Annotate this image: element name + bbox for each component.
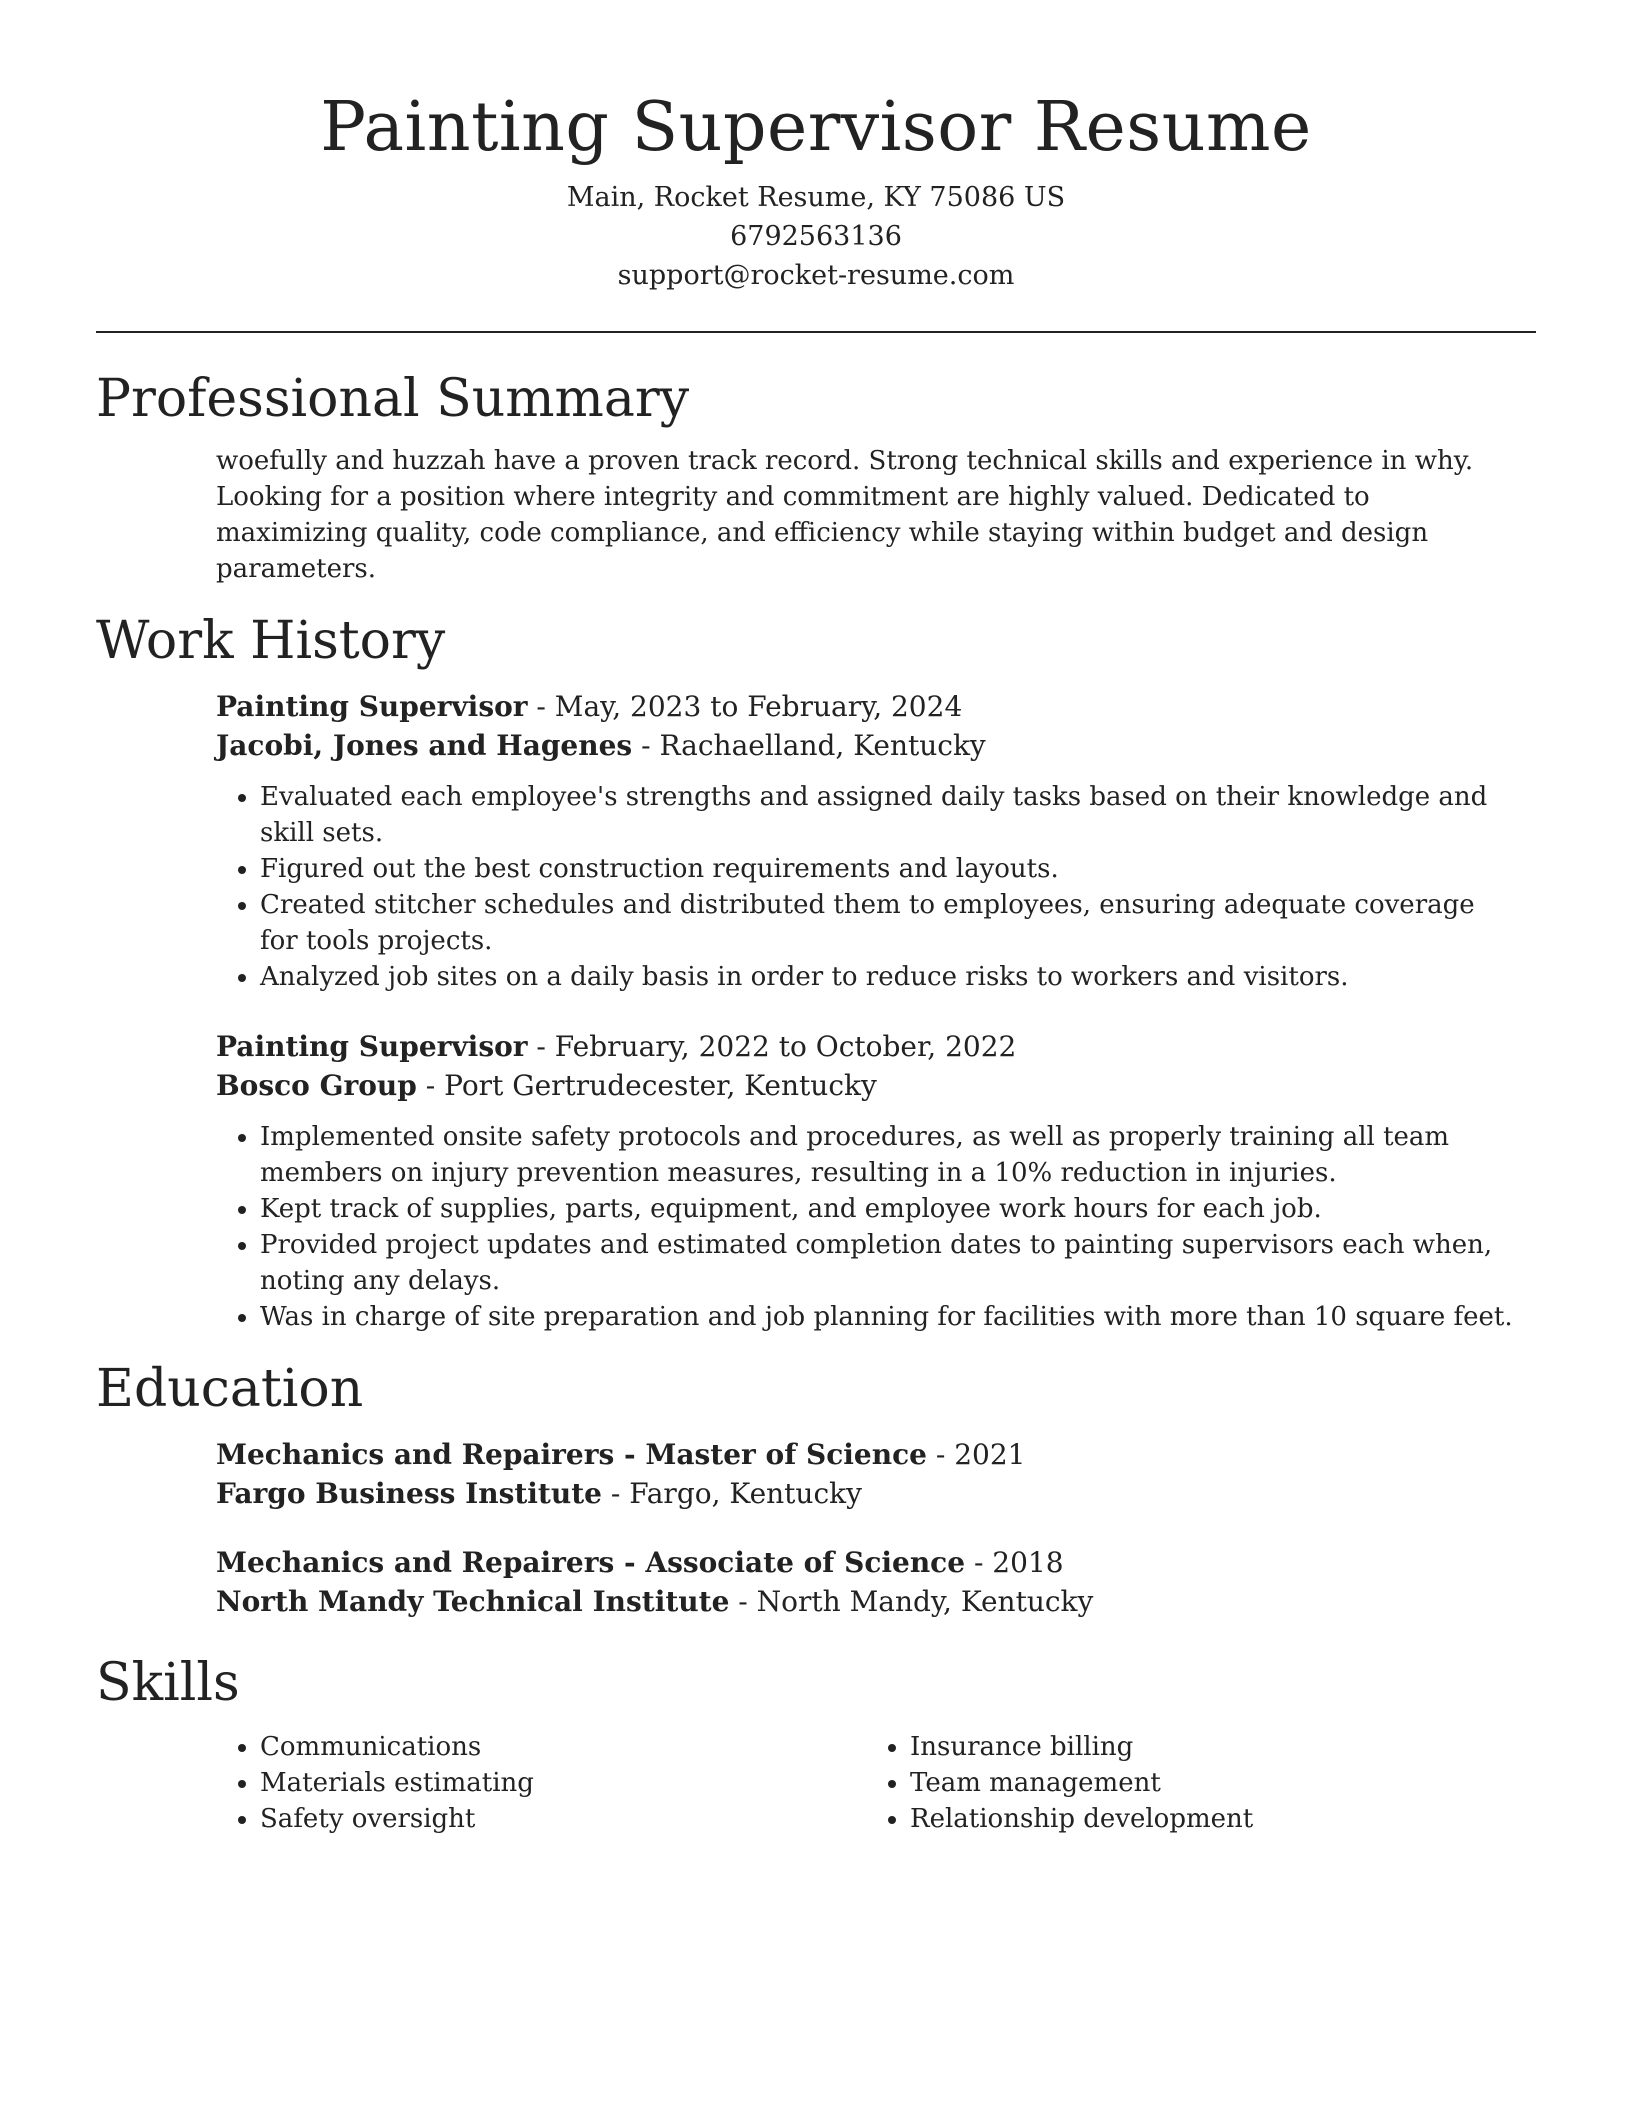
education-section	[96, 1357, 1536, 1621]
contact-info	[96, 178, 1536, 295]
resume-header	[96, 0, 1536, 295]
job-entry	[216, 687, 1516, 995]
email: support@rocket-resume.com	[617, 260, 1015, 291]
job-bullets	[216, 1119, 1516, 1335]
job-location: - Rachaelland, Kentucky	[632, 729, 986, 762]
job-bullet: • Analyzed job sites on a daily basis in order to reduce risks to workers and visitors.	[260, 959, 1516, 995]
section-title-summary: Professional Summary	[96, 369, 690, 429]
work-history-body	[216, 687, 1516, 1335]
job-bullet: • Was in charge of site preparation and job planning for facilities with more than 10 square feet.	[260, 1299, 1516, 1335]
job-entry	[216, 1027, 1516, 1335]
job-company: Jacobi, Jones and Hagenes	[216, 729, 633, 762]
job-bullet: • Figured out the best construction requirements and layouts.	[260, 851, 1516, 887]
education-year: - 2018	[965, 1546, 1064, 1579]
skill-item: • Safety oversight	[260, 1801, 866, 1837]
education-field: Mechanics and Repairers	[216, 1546, 615, 1579]
education-school-line	[216, 1474, 1516, 1513]
education-location: - Fargo, Kentucky	[601, 1477, 862, 1510]
job-bullets	[216, 779, 1516, 995]
job-title-line	[216, 687, 1516, 726]
professional-summary-section	[96, 367, 1536, 587]
skill-item: • Communications	[260, 1729, 866, 1765]
job-title-line	[216, 1027, 1516, 1066]
education-year: - 2021	[926, 1438, 1026, 1471]
job-location: - Port Gertrudecester, Kentucky	[416, 1069, 877, 1102]
education-entry	[216, 1543, 1516, 1621]
job-position: Painting Supervisor	[216, 1030, 528, 1063]
skill-item: • Team management	[910, 1765, 1516, 1801]
job-dates: - February, 2022 to October, 2022	[527, 1030, 1017, 1063]
job-bullet: • Evaluated each employee's strengths and assigned daily tasks based on their knowledge and skill sets.	[260, 779, 1516, 851]
education-degree-line	[216, 1435, 1516, 1474]
job-position: Painting Supervisor	[216, 690, 528, 723]
phone: 6792563136	[730, 221, 902, 252]
summary-text: woefully and huzzah have a proven track record. Strong technical skills and experience in why. Looking for a position where integrity and commitment are highly valued. Dedicated to maximizing quality, code compliance, and efficiency while staying within budget and design parameters.	[216, 446, 1474, 584]
skills-grid	[216, 1729, 1516, 1837]
skill-item: • Insurance billing	[910, 1729, 1516, 1765]
skill-item: • Relationship development	[910, 1801, 1516, 1837]
job-bullet: • Implemented onsite safety protocols and procedures, as well as properly training all team members on injury prevention measures, resulting in a 10% reduction in injuries.	[260, 1119, 1516, 1191]
header-divider	[96, 331, 1536, 333]
section-title-work-history: Work History	[96, 611, 446, 671]
education-degree-line	[216, 1543, 1516, 1582]
skills-column-right	[866, 1729, 1516, 1837]
education-location: - North Mandy, Kentucky	[729, 1585, 1094, 1618]
job-bullet: • Kept track of supplies, parts, equipment, and employee work hours for each job.	[260, 1191, 1516, 1227]
job-bullet: • Created stitcher schedules and distributed them to employees, ensuring adequate coverage for tools projects.	[260, 887, 1516, 959]
skills-section	[96, 1651, 1536, 1837]
skills-column-left	[216, 1729, 866, 1837]
education-degree: - Master of Science	[614, 1438, 927, 1471]
job-bullet: • Provided project updates and estimated completion dates to painting supervisors each when, noting any delays.	[260, 1227, 1516, 1299]
education-school: North Mandy Technical Institute	[216, 1585, 730, 1618]
job-company-line	[216, 726, 1516, 765]
education-entry	[216, 1435, 1516, 1513]
section-title-skills: Skills	[96, 1653, 240, 1713]
education-school-line	[216, 1582, 1516, 1621]
resume-page	[96, 0, 1536, 1837]
education-body	[216, 1435, 1516, 1621]
skill-item: • Materials estimating	[260, 1765, 866, 1801]
education-field: Mechanics and Repairers	[216, 1438, 615, 1471]
section-title-education: Education	[96, 1359, 364, 1419]
education-school: Fargo Business Institute	[216, 1477, 602, 1510]
job-company: Bosco Group	[216, 1069, 417, 1102]
job-dates: - May, 2023 to February, 2024	[527, 690, 963, 723]
resume-title: Painting Supervisor Resume	[320, 88, 1312, 167]
job-company-line	[216, 1066, 1516, 1105]
address: Main, Rocket Resume, KY 75086 US	[566, 182, 1066, 213]
education-degree: - Associate of Science	[614, 1546, 966, 1579]
work-history-section	[96, 609, 1536, 1335]
